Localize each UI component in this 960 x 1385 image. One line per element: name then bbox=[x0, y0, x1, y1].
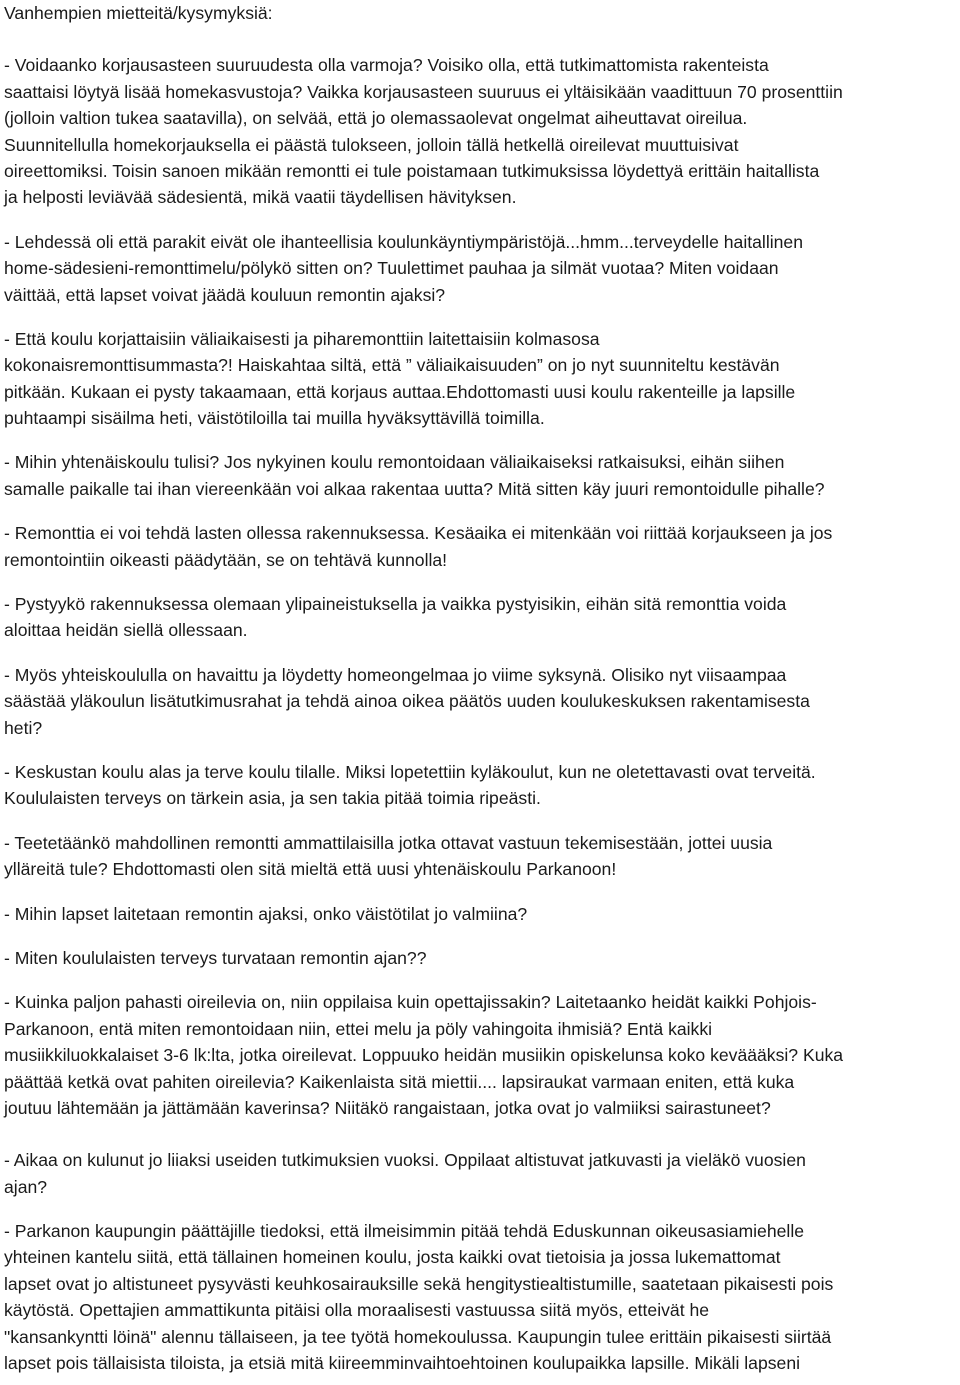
paragraph-line: - Mihin lapset laitetaan remontin ajaksi, onko väistötilat jo valmiina? bbox=[4, 903, 528, 924]
paragraph-line: Suunnitellulla homekorjauksella ei päästä tulokseen, jolloin tällä hetkellä oireilevat muuttuisivat bbox=[4, 134, 739, 155]
paragraph-line: käytöstä. Opettajien ammattikunta pitäisi olla moraalisesti vastuussa siitä myös, etteivät he bbox=[4, 1300, 710, 1321]
paragraph-line: oireettomiksi. Toisin sanoen mikään remontti ei tule poistamaan tutkimuksissa löydettyä erittäin haitallista bbox=[4, 160, 820, 181]
paragraph-line: saattaisi löytyä lisää homekasvustoja? Vaikka korjausasteen suuruus ei yltäisikään vaadittuun 70 prosenttiin bbox=[4, 81, 843, 102]
question-paragraph bbox=[4, 901, 956, 927]
paragraph-line: samalle paikalle tai ihan viereenkään voi alkaa rakentaa uutta? Mitä sitten käy juuri remontoidulle pihalle? bbox=[4, 478, 825, 499]
paragraph-line: kokonaisremonttisummasta?! Haiskahtaa siltä, että ” väliaikaisuuden” on jo nyt suunniteltu kestävän bbox=[4, 355, 780, 376]
question-paragraph bbox=[4, 1218, 956, 1376]
paragraph-line: - Keskustan koulu alas ja terve koulu tilalle. Miksi lopetettiin kyläkoulut, kun ne oletettavasti ovat terveitä. bbox=[4, 761, 816, 782]
paragraph-line: - Parkanon kaupungin päättäjille tiedoksi, että ilmeisimmin pitää tehdä Eduskunnan oikeusasiamiehelle bbox=[4, 1221, 805, 1242]
paragraph-line: - Myös yhteiskoululla on havaittu ja löydetty homeongelmaa jo viime syksynä. Olisiko nyt viisaampaa bbox=[4, 664, 787, 685]
paragraph-line: väittää, että lapset voivat jäädä kouluun remontin ajaksi? bbox=[4, 284, 446, 305]
paragraph-line: - Aikaa on kulunut jo liiaksi useiden tutkimuksien vuoksi. Oppilaat altistuvat jatkuvasti ja vieläkö vuosien bbox=[4, 1150, 806, 1171]
paragraph-line: "kansankyntti löinä" alennu tällaiseen, ja tee työtä homekoulussa. Kaupungin tulee erittäin pikaisesti siirtää bbox=[4, 1326, 832, 1347]
question-paragraph bbox=[4, 989, 956, 1121]
paragraph-spacer bbox=[4, 1200, 956, 1218]
question-paragraph bbox=[4, 1147, 956, 1200]
paragraph-line: ja helposti leviävää sädesientä, mikä vaatii täydellisen hävityksen. bbox=[4, 187, 517, 208]
paragraph-line: (jolloin valtion tukea saatavilla), on selvää, että jo olemassaolevat ongelmat aiheuttavat oireilua. bbox=[4, 108, 748, 129]
paragraph-spacer bbox=[4, 211, 956, 229]
paragraph-line: lapset pois tällaisista tiloista, ja etsiä mitä kiireemminvaihtoehtoinen koulupaikka lapsille. Mikäli lapseni bbox=[4, 1353, 801, 1374]
paragraph-line: ajan? bbox=[4, 1176, 48, 1197]
question-paragraph bbox=[4, 520, 956, 573]
paragraph-spacer bbox=[4, 644, 956, 662]
paragraph-list bbox=[4, 52, 956, 1376]
paragraph-line: pitkään. Kukaan ei pysty takaamaan, että korjaus auttaa.Ehdottomasti uusi koulu rakenteille ja lapsille bbox=[4, 381, 796, 402]
paragraph-line: home-sädesieni-remonttimelu/pölykö sitten on? Tuulettimet pauhaa ja silmät vuotaa? Miten voidaan bbox=[4, 258, 779, 279]
paragraph-line: - Teetetäänkö mahdollinen remontti ammattilaisilla jotka ottavat vastuun tekemisestään, jottei uusia bbox=[4, 832, 773, 853]
paragraph-line: - Kuinka paljon pahasti oireilevia on, niin oppilaisa kuin opettajissakin? Laitetaanko heidät kaikki Pohjois- bbox=[4, 992, 817, 1013]
paragraph-spacer bbox=[4, 502, 956, 520]
question-paragraph bbox=[4, 229, 956, 308]
spacer bbox=[4, 26, 956, 52]
document-title: Vanhempien mietteitä/kysymyksiä: bbox=[4, 3, 273, 23]
question-paragraph bbox=[4, 945, 956, 971]
question-paragraph bbox=[4, 662, 956, 741]
paragraph-spacer bbox=[4, 883, 956, 901]
question-paragraph bbox=[4, 449, 956, 502]
document bbox=[4, 0, 956, 1376]
paragraph-line: Koululaisten terveys on tärkein asia, ja sen takia pitää toimia ripeästi. bbox=[4, 788, 541, 809]
paragraph-line: lapset ovat jo altistuneet pysyvästi keuhkosairauksille sekä hengitystiealtistumille, saatetaan pikaisesti pois bbox=[4, 1273, 834, 1294]
paragraph-line: - Mihin yhtenäiskoulu tulisi? Jos nykyinen koulu remontoidaan väliaikaiseksi ratkaisuksi, eihän siihen bbox=[4, 452, 785, 473]
paragraph-line: musiikkiluokkalaiset 3-6 lk:lta, jotka oireilevat. Loppuuko heidän musiikin opiskelunsa koko keväääksi? Kuka bbox=[4, 1045, 844, 1066]
question-paragraph bbox=[4, 759, 956, 812]
paragraph-line: - Lehdessä oli että parakit eivät ole ihanteellisia koulunkäyntiympäristöjä...hmm...terveydelle haitallinen bbox=[4, 231, 803, 252]
paragraph-line: heti? bbox=[4, 717, 43, 738]
paragraph-line: aloittaa heidän siellä ollessaan. bbox=[4, 620, 248, 641]
paragraph-spacer bbox=[4, 971, 956, 989]
paragraph-line: remontointiin oikeasti päädytään, se on tehtävä kunnolla! bbox=[4, 549, 448, 570]
paragraph-line: säästää yläkoulun lisätutkimusrahat ja tehdä ainoa oikea päätös uuden koulukeskuksen rakentamisesta bbox=[4, 691, 810, 712]
paragraph-line: - Pystyykö rakennuksessa olemaan ylipaineistuksella ja vaikka pystyisikin, eihän sitä remonttia voida bbox=[4, 594, 787, 615]
paragraph-line: ylläreitä tule? Ehdottomasti olen sitä mieltä että uusi yhtenäiskoulu Parkanoon! bbox=[4, 859, 617, 880]
paragraph-line: puhtaampi sisäilma heti, väistötiloilla tai muilla hyväksyttävillä toimilla. bbox=[4, 408, 545, 429]
paragraph-line: - Voidaanko korjausasteen suuruudesta olla varmoja? Voisiko olla, että tutkimattomista rakenteista bbox=[4, 55, 769, 76]
paragraph-spacer bbox=[4, 741, 956, 759]
paragraph-spacer bbox=[4, 927, 956, 945]
paragraph-spacer bbox=[4, 573, 956, 591]
paragraph-line: - Miten koululaisten terveys turvataan remontin ajan?? bbox=[4, 947, 427, 968]
paragraph-spacer bbox=[4, 812, 956, 830]
paragraph-line: joutuu lähtemään ja jättämään kaverinsa? Niitäkö rangaistaan, jotka ovat jo valmiiksi sairastuneet? bbox=[4, 1097, 771, 1118]
question-paragraph bbox=[4, 326, 956, 432]
question-paragraph bbox=[4, 52, 956, 210]
paragraph-spacer bbox=[4, 431, 956, 449]
paragraph-spacer bbox=[4, 308, 956, 326]
paragraph-spacer bbox=[4, 1121, 956, 1147]
paragraph-line: päättää ketkä ovat pahiten oireilevia? Kaikenlaista sitä miettii.... lapsiraukat varmaan eniten, että kuka bbox=[4, 1071, 795, 1092]
paragraph-line: Parkanoon, entä miten remontoidaan niin, ettei melu ja pöly vahingoita ihmisiä? Entä kaikki bbox=[4, 1018, 713, 1039]
paragraph-line: yhteinen kantelu siitä, että tällainen homeinen koulu, josta kaikki ovat tietoisia ja jossa lukemattomat bbox=[4, 1247, 781, 1268]
question-paragraph bbox=[4, 830, 956, 883]
question-paragraph bbox=[4, 591, 956, 644]
paragraph-line: - Että koulu korjattaisiin väliaikaisesti ja piharemonttiin laitettaisiin kolmasosa bbox=[4, 328, 600, 349]
paragraph-line: - Remonttia ei voi tehdä lasten ollessa rakennuksessa. Kesäaika ei mitenkään voi riittää korjaukseen ja jos bbox=[4, 523, 833, 544]
